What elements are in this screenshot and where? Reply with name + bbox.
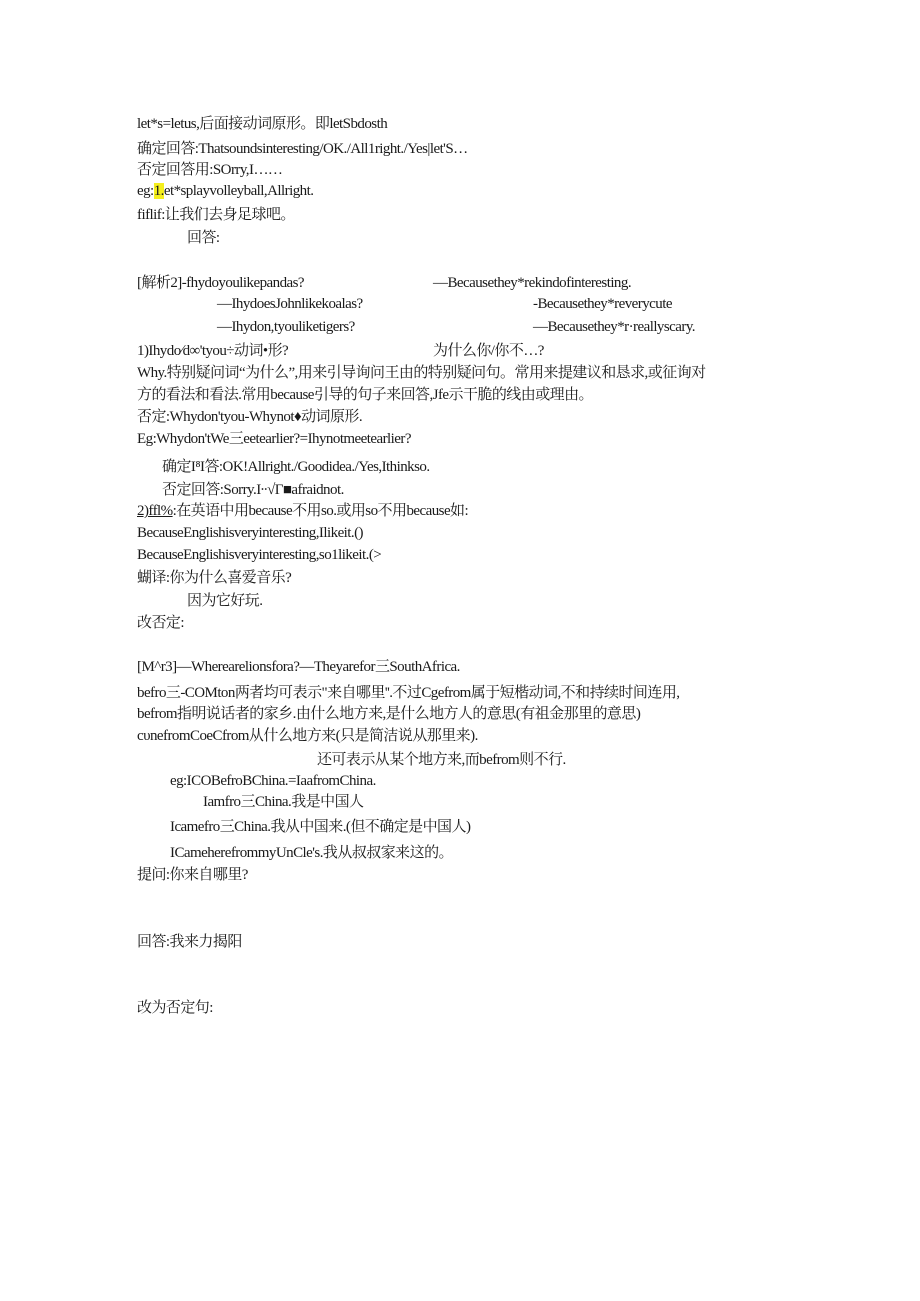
text-line: 否定回答:Sorry.I∙∙√Γ■afraidnot.	[162, 482, 344, 498]
text-line: 提问:你来自哪里?	[137, 867, 248, 883]
text-line: Iamfro三China.我是中国人	[203, 794, 364, 810]
text-line: BecauseEnglishisveryinteresting,Ilikeit.()	[137, 525, 363, 541]
text-line: ICameherefrommyUnCle's.我从叔叔家来这的。	[170, 845, 453, 861]
text-line: 方的看法和看法.常用because引导的句子来回答,Jfe示干脆的线由或理由。	[137, 387, 594, 403]
text-line: cυnefromCoeCfrom从什么地方来(只是简洁说从那里来).	[137, 728, 478, 744]
text-line: BecauseEnglishisveryinteresting,so1likeit.(>	[137, 547, 382, 563]
text-line: 改否定:	[137, 615, 184, 631]
text-line	[137, 501, 468, 521]
text-line: let*s=letus,后面接动词原形。即letSbdosth	[137, 116, 388, 132]
line-text: :在英语中用because不用so.或用so不用because如:	[172, 503, 469, 519]
text-line: eg:ICOBefroBChina.=IaafromChina.	[170, 773, 376, 789]
example-text: et*splayvolleyball,Allright.	[163, 183, 314, 199]
text-line: 为什么你/你不…?	[433, 343, 544, 359]
text-line	[137, 181, 313, 201]
text-line: 回答:	[187, 230, 220, 246]
text-line: —IhydoesJohnlikekoalas?	[217, 296, 363, 312]
text-line: 因为它好玩.	[187, 593, 263, 609]
text-line: [M^r3]—Wherearelionsfora?—Theyarefor三SouthAfrica.	[137, 659, 460, 675]
text-line: Icamefro三China.我从中国来.(但不确定是中国人)	[170, 819, 471, 835]
highlighted-number: 1.	[153, 183, 164, 199]
text-line: 还可表示从某个地方来,而befrom则不行.	[317, 752, 566, 768]
text-line: befro三-COMton两者均可表示"来自哪里''.不过Cgefrom属于短楷动词,不和持续时间连用,	[137, 685, 680, 701]
text-line: 确定回答:Thatsoundsinteresting/OK./All1right./Yes|let'S…	[137, 141, 468, 157]
text-line: 蝴译:你为什么喜爱音乐?	[137, 570, 292, 586]
example-label: eg:	[137, 183, 154, 199]
text-line: Eg:Whydon'tWe三eetearlier?=Ihynotmeetearlier?	[137, 431, 411, 447]
text-line: -Becausethey*reverycute	[533, 296, 672, 312]
text-line: 改为否定句:	[137, 1000, 213, 1016]
text-line: befrom指明说话者的家乡.由什么地方来,是什么地方人的意思(有祖金那里的意思)	[137, 706, 641, 722]
text-line: [解析2]-fhydoyoulikepandas?	[137, 275, 305, 291]
text-line: 否定回答用:SOrry,I……	[137, 162, 283, 178]
text-line: —Ihydon,tyouliketigers?	[217, 319, 355, 335]
text-line: 回答:我来力揭阳	[137, 934, 242, 950]
text-line: Why.特别疑问词“为什么”,用来引导询问王由的特别疑问句。常用来提建议和恳求,或征询对	[137, 365, 706, 381]
text-line: 否定:Whydon'tyou-Whynot♦动词原形.	[137, 409, 363, 425]
text-line: —Becausethey*rekindofinteresting.	[433, 275, 632, 291]
text-line: —Becausethey*r·reallyscary.	[533, 319, 696, 335]
text-line: fiflif:让我们去身足球吧。	[137, 207, 295, 223]
text-line: 1)Ihydo∕d∞'tyou÷动词•形?	[137, 343, 289, 359]
text-line: 确定I⁸I答:OK!Allright./Goodidea./Yes,Ithinkso.	[162, 459, 430, 475]
underlined-label: 2)ffl%	[137, 503, 173, 519]
